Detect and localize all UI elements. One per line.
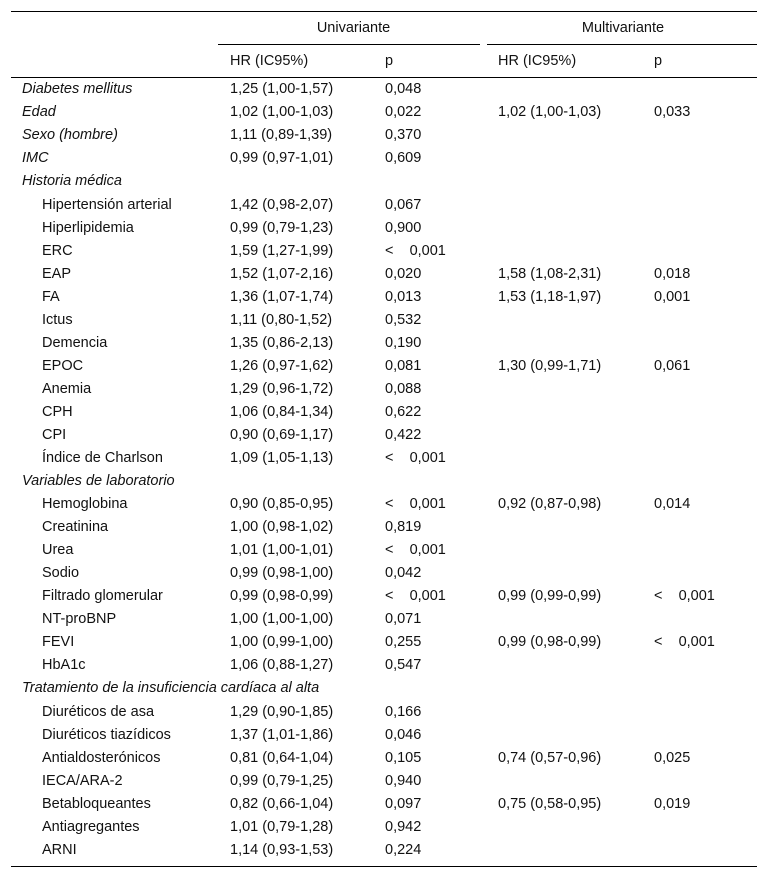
p-univariate-cell: 0,081 [385,357,422,374]
row-label: Tratamiento de la insuficiencia cardíaca al alta [22,680,320,696]
table-row [11,309,757,332]
hr-multivariate-cell: 0,92 (0,87-0,98) [498,496,602,512]
table-row [11,217,757,240]
table-row [11,631,757,654]
p-univariate-cell: 0,097 [385,795,422,812]
p-univariate-cell: 0,940 [385,772,422,789]
hr-univariate-cell: 0,90 (0,69-1,17) [230,426,334,443]
row-label: Antiagregantes [42,818,140,835]
row-label: Urea [42,542,74,558]
table-section-row [11,170,757,194]
p-univariate-cell: 0,071 [385,611,422,627]
table-row [11,608,757,631]
hr-univariate-cell: 1,06 (0,88-1,27) [230,657,334,673]
p-univariate-cell: 0,042 [385,565,422,581]
hr-multivariate-cell: 1,53 (1,18-1,97) [498,288,602,305]
p-univariate-cell: 0,046 [385,726,422,743]
table-row [11,194,757,217]
p-univariate-cell: 0,819 [385,519,422,535]
table-row [11,447,757,470]
hr-univariate-cell: 1,00 (0,98-1,02) [230,519,334,535]
row-label: Historia médica [22,173,122,189]
hr-univariate-cell: 1,42 (0,98-2,07) [230,196,334,213]
hr-univariate-cell: 1,06 (0,84-1,34) [230,403,334,420]
row-label: Hiperlipidemia [42,219,134,236]
row-label: ARNI [42,841,77,858]
table-row [11,839,757,862]
column-header-hr-multivariate: HR (IC95%) [498,53,577,69]
column-header-hr-univariate: HR (IC95%) [230,53,309,69]
p-univariate-cell: 0,422 [385,426,422,443]
row-label: HbA1c [42,657,86,673]
row-label: IMC [22,150,49,166]
hr-multivariate-cell: 0,99 (0,99-0,99) [498,588,602,604]
p-univariate-cell: 0,609 [385,150,422,166]
p-univariate-cell: 0,532 [385,311,422,328]
table-row [11,424,757,447]
table-row [11,332,757,355]
hr-univariate-cell: 0,99 (0,97-1,01) [230,150,334,166]
p-multivariate-cell: < 0,001 [654,634,715,650]
row-label: Sexo (hombre) [22,127,118,143]
table-row [11,770,757,793]
p-univariate-cell: < 0,001 [385,542,446,558]
p-univariate-cell: < 0,001 [385,496,446,512]
p-univariate-cell: < 0,001 [385,242,446,259]
p-multivariate-cell: 0,018 [654,265,691,282]
row-label: NT-proBNP [42,611,117,627]
row-label: CPI [42,426,67,443]
hr-univariate-cell: 1,02 (1,00-1,03) [230,104,334,120]
hr-univariate-cell: 1,29 (0,96-1,72) [230,380,334,397]
row-label: ERC [42,242,73,259]
p-univariate-cell: 0,166 [385,703,422,720]
table-row [11,701,757,724]
group-multivariate-header: Multivariante [581,20,665,36]
row-label: Demencia [42,334,108,351]
hr-univariate-cell: 1,35 (0,86-2,13) [230,334,334,351]
table-row [11,562,757,585]
row-label: Antialdosterónicos [42,749,161,766]
hr-univariate-cell: 0,82 (0,66-1,04) [230,795,334,812]
hr-univariate-cell: 1,52 (1,07-2,16) [230,265,334,282]
column-header-p-univariate: p [385,53,394,69]
row-label: Variables de laboratorio [22,472,175,489]
p-univariate-cell: 0,224 [385,841,422,858]
row-label: Anemia [42,380,92,397]
hr-univariate-cell: 0,99 (0,79-1,25) [230,772,334,789]
table-row [11,516,757,539]
column-header-row [11,45,757,77]
table-row [11,101,757,124]
hr-univariate-cell: 1,09 (1,05-1,13) [230,449,334,466]
p-multivariate-cell: < 0,001 [654,588,715,604]
table-row [11,263,757,286]
row-label: EPOC [42,357,84,374]
group-header-row [11,12,757,44]
p-univariate-cell: 0,547 [385,657,422,673]
table-row [11,286,757,309]
table-row [11,816,757,839]
p-univariate-cell: 0,048 [385,81,422,97]
row-label: Edad [22,104,56,120]
row-label: FA [42,288,60,305]
hr-univariate-cell: 0,90 (0,85-0,95) [230,496,334,512]
p-univariate-cell: < 0,001 [385,588,446,604]
row-label: Ictus [42,311,73,328]
p-multivariate-cell: 0,014 [654,496,691,512]
hr-univariate-cell: 1,26 (0,97-1,62) [230,357,334,374]
table-row [11,654,757,677]
hr-univariate-cell: 1,59 (1,27-1,99) [230,242,334,259]
p-multivariate-cell: 0,061 [654,357,691,374]
p-univariate-cell: 0,013 [385,288,422,305]
p-univariate-cell: 0,020 [385,265,422,282]
hr-univariate-cell: 0,81 (0,64-1,04) [230,749,334,766]
p-multivariate-cell: 0,025 [654,749,691,766]
hr-univariate-cell: 0,99 (0,79-1,23) [230,219,334,236]
p-univariate-cell: 0,942 [385,818,422,835]
hr-multivariate-cell: 1,02 (1,00-1,03) [498,104,602,120]
row-label: Hipertensión arterial [42,196,172,213]
hr-multivariate-cell: 0,99 (0,98-0,99) [498,634,602,650]
row-label: Creatinina [42,519,109,535]
row-label: Sodio [42,565,80,581]
table-row [11,747,757,770]
table-row [11,724,757,747]
results-table [11,11,757,867]
table-row [11,124,757,147]
table-section-row [11,470,757,494]
hr-univariate-cell: 1,00 (1,00-1,00) [230,611,334,627]
table-row [11,240,757,263]
hr-univariate-cell: 1,37 (1,01-1,86) [230,726,334,743]
row-label: IECA/ARA-2 [42,772,123,789]
row-label: Diuréticos de asa [42,703,155,720]
p-univariate-cell: 0,022 [385,104,422,120]
row-label: Hemoglobina [42,496,128,512]
hr-univariate-cell: 1,36 (1,07-1,74) [230,288,334,305]
p-univariate-cell: 0,255 [385,634,422,650]
hr-multivariate-cell: 1,30 (0,99-1,71) [498,357,602,374]
hr-univariate-cell: 1,00 (0,99-1,00) [230,634,334,650]
hr-multivariate-cell: 1,58 (1,08-2,31) [498,265,602,282]
table-row [11,401,757,424]
table-bottom-rule [11,866,757,867]
table-row [11,378,757,401]
row-label: Diabetes mellitus [22,81,133,97]
table-row [11,147,757,170]
hr-univariate-cell: 1,01 (0,79-1,28) [230,818,334,835]
p-univariate-cell: 0,067 [385,196,422,213]
hr-univariate-cell: 1,01 (1,00-1,01) [230,542,334,558]
table-row [11,493,757,516]
row-label: CPH [42,403,73,420]
row-label: Diuréticos tiazídicos [42,726,171,743]
p-univariate-cell: 0,370 [385,127,422,143]
group-univariate-header: Univariante [316,20,391,36]
p-univariate-cell: 0,622 [385,403,422,420]
p-univariate-cell: < 0,001 [385,449,446,466]
hr-multivariate-cell: 0,75 (0,58-0,95) [498,795,602,812]
p-univariate-cell: 0,190 [385,334,422,351]
table-row [11,793,757,816]
table-row [11,585,757,608]
row-label: Filtrado glomerular [42,588,163,604]
table-section-row [11,677,757,701]
row-label: FEVI [42,634,75,650]
p-multivariate-cell: 0,001 [654,288,691,305]
p-multivariate-cell: 0,033 [654,104,691,120]
row-label: EAP [42,265,72,282]
hr-univariate-cell: 1,11 (0,80-1,52) [230,311,333,328]
hr-univariate-cell: 1,14 (0,93-1,53) [230,841,334,858]
row-label: Betabloqueantes [42,795,151,812]
hr-univariate-cell: 0,99 (0,98-1,00) [230,565,334,581]
table-row [11,539,757,562]
p-multivariate-cell: 0,019 [654,795,691,812]
hr-univariate-cell: 1,29 (0,90-1,85) [230,703,334,720]
hr-multivariate-cell: 0,74 (0,57-0,96) [498,749,602,766]
table-row [11,78,757,101]
p-univariate-cell: 0,900 [385,219,422,236]
p-univariate-cell: 0,105 [385,749,422,766]
hr-univariate-cell: 1,25 (1,00-1,57) [230,81,334,97]
row-label: Índice de Charlson [42,449,163,466]
table-body [11,78,757,862]
table-row [11,355,757,378]
hr-univariate-cell: 1,11 (0,89-1,39) [230,127,333,143]
column-header-p-multivariate: p [654,53,663,69]
p-univariate-cell: 0,088 [385,380,422,397]
hr-univariate-cell: 0,99 (0,98-0,99) [230,588,334,604]
